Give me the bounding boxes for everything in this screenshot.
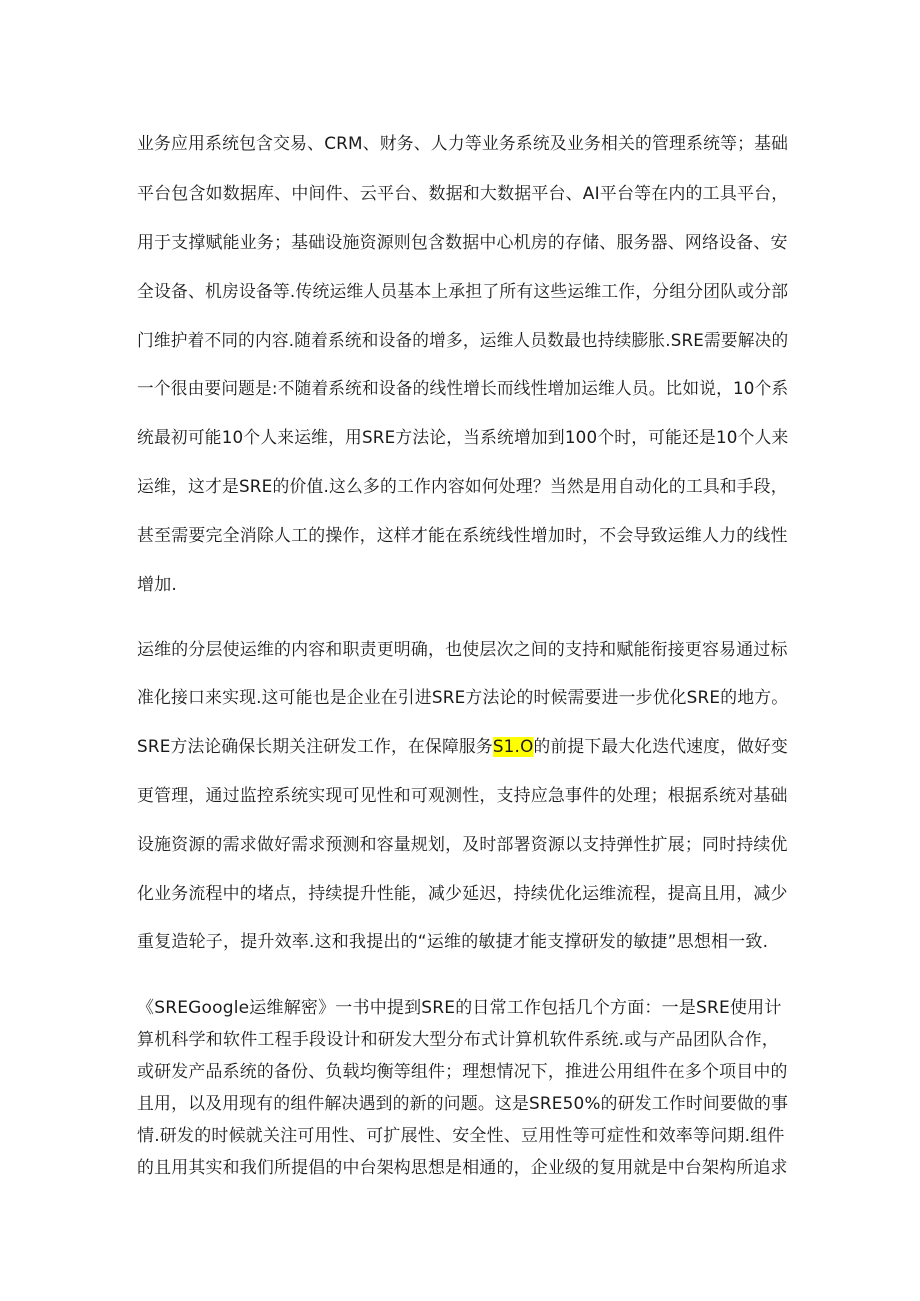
text-line: 门维护着不同的内容.随着系统和设备的增多，运维人员数最也持续膨胀.SRE需要解决的 — [137, 331, 789, 351]
text-line: 且用，以及用现有的组件解决遇到的新的问题。这是SRE50%的研发工作时间要做的事 — [137, 1094, 789, 1114]
text-line: 增加. — [137, 575, 178, 595]
text-line: 甚至需要完全消除人工的操作，这样才能在系统线性增加时，不会导致运维人力的线性 — [137, 526, 788, 546]
highlighted-text: S1.O — [492, 737, 534, 757]
text-segment: SRE方法论确保长期关注研发工作，在保障服务 — [137, 737, 493, 757]
text-line: 用于支撑赋能业务；基础设施资源则包含数据中心机房的存储、服务器、网络设备、安 — [137, 233, 788, 253]
text-line: 化业务流程中的堵点，持续提升性能，减少延迟，持续优化运维流程，提高且用，减少 — [137, 884, 788, 904]
text-line: 运维，这才是SRE的价值.这么多的工作内容如何处理？当然是用自动化的工具和手段， — [137, 477, 788, 497]
text-line: 准化接口来实现.这可能也是企业在引进SRE方法论的时候需要进一步优化SRE的地方。 — [137, 688, 789, 708]
text-line: 《SREGoogle运维解密》一书中提到SRE的日常工作包括几个方面：一是SRE使用计 — [137, 998, 782, 1018]
text-line: 更管理，通过监控系统实现可见性和可观测性，支持应急事件的处理；根据系统对基础 — [137, 786, 788, 806]
text-line-with-highlight — [137, 737, 788, 757]
text-line: 的且用其实和我们所提倡的中台架构思想是相通的，企业级的复用就是中台架构所追求 — [137, 1158, 788, 1178]
text-line: 全设备、机房设备等.传统运维人员基本上承担了所有这些运维工作，分组分团队或分部 — [137, 282, 789, 302]
text-line: 设施资源的需求做好需求预测和容量规划，及时部署资源以支持弹性扩展；同时持续优 — [137, 835, 788, 855]
text-line: 重复造轮子，提升效率.这和我提出的“运维的敏捷才能支撑研发的敏捷”思想相一致. — [137, 932, 769, 952]
text-line: 业务应用系统包含交易、CRM、财务、人力等业务系统及业务相关的管理系统等；基础 — [137, 134, 789, 154]
text-line: 一个很由要问题是:不随着系统和设备的线性增长而线性增加运维人员。比如说，10个系 — [137, 379, 789, 399]
text-line: 或研发产品系统的备份、负载均衡等组件；理想情况下，推进公用组件在多个项目中的 — [137, 1062, 788, 1082]
text-line: 情.研发的时候就关注可用性、可扩展性、安全性、豆用性等可症性和效率等问期.组件 — [137, 1126, 785, 1146]
text-line: 统最初可能10个人来运维，用SRE方法论，当系统增加到100个时，可能还是10个人来 — [137, 428, 789, 448]
text-line: 平台包含如数据库、中间件、云平台、数据和大数据平台、AI平台等在内的工具平台， — [137, 184, 789, 204]
text-segment: 的前提下最大化迭代速度，做好变 — [533, 737, 788, 757]
text-line: 算机科学和软件工程手段设计和研发大型分布式计算机软件系统.或与产品团队合作， — [137, 1030, 780, 1050]
text-line: 运维的分层使运维的内容和职责更明确，也使层次之间的支持和赋能衔接更容易通过标 — [137, 640, 788, 660]
